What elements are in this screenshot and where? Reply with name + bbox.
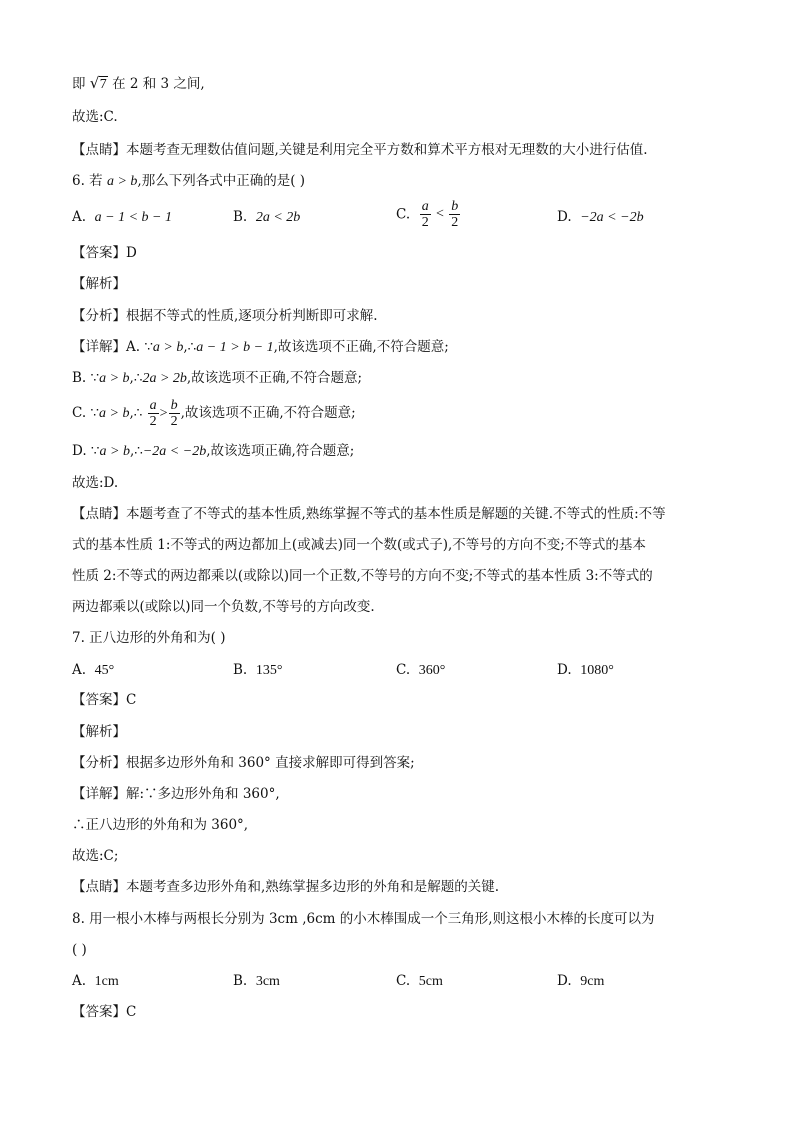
q7-option-b: B. 135°	[233, 662, 283, 678]
q8-answer: 【答案】C	[72, 1004, 137, 1020]
q8-option-c: C. 5cm	[396, 973, 443, 989]
q6-answer: 【答案】D	[72, 245, 137, 261]
q6-detail-b: B. ∵a > b,∴2a > 2b,故该选项不正确,不符合题意;	[72, 370, 363, 386]
q7-jiexi: 【解析】	[72, 724, 126, 740]
question-8-stem: 8. 用一根小木棒与两根长分别为 3cm ,6cm 的小木棒围成一个三角形,则这根小木棒的长度可以为	[72, 911, 655, 927]
fraction: $\frac{a}{2}$	[149, 398, 157, 429]
q7-option-d: D. 1080°	[557, 662, 614, 678]
q6-dianjing-1: 【点睛】本题考查了不等式的基本性质,熟练掌握不等式的基本性质是解题的关键.不等式的性质:不等	[72, 506, 666, 522]
q8-option-d: D. 9cm	[557, 973, 605, 989]
q8-option-b: B. 3cm	[233, 973, 280, 989]
q6-choice: 故选:D.	[72, 475, 119, 491]
q7-detail-1: 【详解】解:∵多边形外角和 360°,	[72, 786, 280, 802]
q6-analysis: 【分析】根据不等式的性质,逐项分析判断即可求解.	[72, 308, 378, 324]
q6-detail-a: 【详解】A. ∵a > b,∴a − 1 > b − 1,故该选项不正确,不符合题意;	[72, 339, 449, 355]
sqrt-expression: √ 7	[89, 74, 107, 92]
sqrt7-line	[72, 74, 205, 95]
q7-answer: 【答案】C	[72, 692, 137, 708]
text: 在 2 和 3 之间,	[112, 76, 205, 92]
question-6-stem: 6. 若 a > b,那么下列各式中正确的是( )	[72, 173, 306, 189]
fraction: $\frac{a}{2}$	[421, 199, 429, 230]
q7-option-a: A. 45°	[72, 662, 115, 678]
text: 即	[72, 76, 86, 92]
q6-jiexi: 【解析】	[72, 276, 126, 292]
q7-choice: 故选:C;	[72, 848, 119, 864]
q6-dianjing-3: 性质 2:不等式的两边都乘以(或除以)同一个正数,不等号的方向不变;不等式的基本性质 3:不等式的	[72, 568, 653, 584]
q6-option-a: A. a − 1 < b − 1	[72, 209, 172, 225]
q6-dianjing-2: 式的基本性质 1:不等式的两边都加上(或减去)同一个数(或式子),不等号的方向不变;不等式的基本	[72, 537, 646, 553]
fraction: $\frac{b}{2}$	[170, 398, 178, 429]
q6-detail-d: D. ∵a > b,∴−2a < −2b,故该选项正确,符合题意;	[72, 443, 355, 459]
q6-option-c: C. $\frac{a}{2}$ < $\frac{b}{2}$	[396, 199, 459, 230]
q7-dianjing: 【点睛】本题考查多边形外角和,熟练掌握多边形的外角和是解题的关键.	[72, 879, 500, 895]
question-7-stem: 7. 正八边形的外角和为( )	[72, 630, 226, 646]
q7-detail-2: ∴正八边形的外角和为 360°,	[72, 817, 249, 833]
q6-option-d: D. −2a < −2b	[557, 209, 644, 225]
q8-option-a: A. 1cm	[72, 973, 119, 989]
q7-analysis: 【分析】根据多边形外角和 360° 直接求解即可得到答案;	[72, 755, 415, 771]
q7-option-c: C. 360°	[396, 662, 446, 678]
q6-detail-c: C. ∵a > b,∴ $\frac{a}{2}$ > $\frac{b}{2}$ ,故该选项不正确,不符合题意;	[72, 398, 356, 429]
question-8-blank: ( )	[72, 942, 87, 958]
choice-line: 故选:C.	[72, 109, 118, 125]
dianjing-line: 【点睛】本题考查无理数估值问题,关键是利用完全平方数和算术平方根对无理数的大小进行估值.	[72, 142, 648, 158]
q6-dianjing-4: 两边都乘以(或除以)同一个负数,不等号的方向改变.	[72, 599, 375, 615]
q6-option-b: B. 2a < 2b	[233, 209, 301, 225]
fraction: $\frac{b}{2}$	[451, 199, 459, 230]
